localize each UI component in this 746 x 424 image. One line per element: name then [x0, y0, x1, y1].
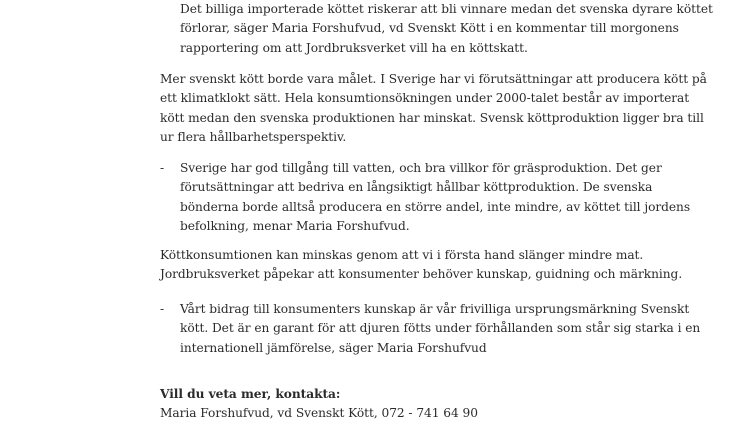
intro-quote-line-1: Det billiga importerade köttet riskerar att bli vinnare medan det svenska dyrare köttet — [180, 2, 713, 16]
paragraph-1-line-3: kött medan den svenska produktionen har minskat. Svensk köttproduktion ligger bra till — [160, 110, 704, 125]
quote-1-line-1: Sverige har god tillgång till vatten, och bra villkor för gräsproduktion. Det ger — [180, 161, 662, 175]
quote-2-line-2: kött. Det är en garant för att djuren fötts under förhållanden som står sig starka i en — [180, 321, 701, 336]
contact-section — [160, 385, 680, 424]
quote-2-line-3: internationell jämförelse, säger Maria Forshufvud — [180, 340, 487, 355]
paragraph-1 — [160, 70, 707, 147]
paragraph-2 — [160, 246, 683, 285]
quote-1-line-3: bönderna borde alltså producera en större andel, inte mindre, av köttet till jordens — [180, 199, 691, 214]
quote-1-dash: - — [160, 161, 165, 175]
quote-2 — [180, 300, 700, 358]
intro-quote — [180, 0, 713, 58]
quote-1 — [180, 159, 700, 236]
quote-2-dash: - — [160, 302, 165, 316]
paragraph-1-line-4: ur flera hållbarhetsperspektiv. — [160, 129, 347, 144]
paragraph-2-line-2: Jordbruksverket påpekar att konsumenter behöver kunskap, guidning och märkning. — [160, 267, 683, 282]
contact-line: Maria Forshufvud, vd Svenskt Kött, 072 - 741 64 90 — [160, 406, 478, 421]
paragraph-2-line-1: Köttkonsumtionen kan minskas genom att vi i första hand slänger mindre mat. — [160, 248, 644, 262]
intro-quote-line-3: rapportering om att Jordbruksverket vill ha en köttskatt. — [180, 40, 528, 55]
contact-heading: Vill du veta mer, kontakta: — [160, 387, 341, 401]
quote-1-line-2: förutsättningar att bedriva en långsiktigt hållbar köttproduktion. De svenska — [180, 180, 653, 195]
quote-2-line-1: Vårt bidrag till konsumenters kunskap är vår frivilliga ursprungsmärkning Svenskt — [180, 302, 690, 316]
paragraph-1-line-2: ett klimatklokt sätt. Hela konsumtionsökningen under 2000-talet består av importerat — [160, 91, 690, 106]
quote-1-line-4: befolkning, menar Maria Forshufvud. — [180, 218, 410, 233]
intro-quote-line-2: förlorar, säger Maria Forshufvud, vd Svenskt Kött i en kommentar till morgonens — [180, 21, 679, 36]
paragraph-1-line-1: Mer svenskt kött borde vara målet. I Sverige har vi förutsättningar att producera kött på — [160, 72, 707, 86]
